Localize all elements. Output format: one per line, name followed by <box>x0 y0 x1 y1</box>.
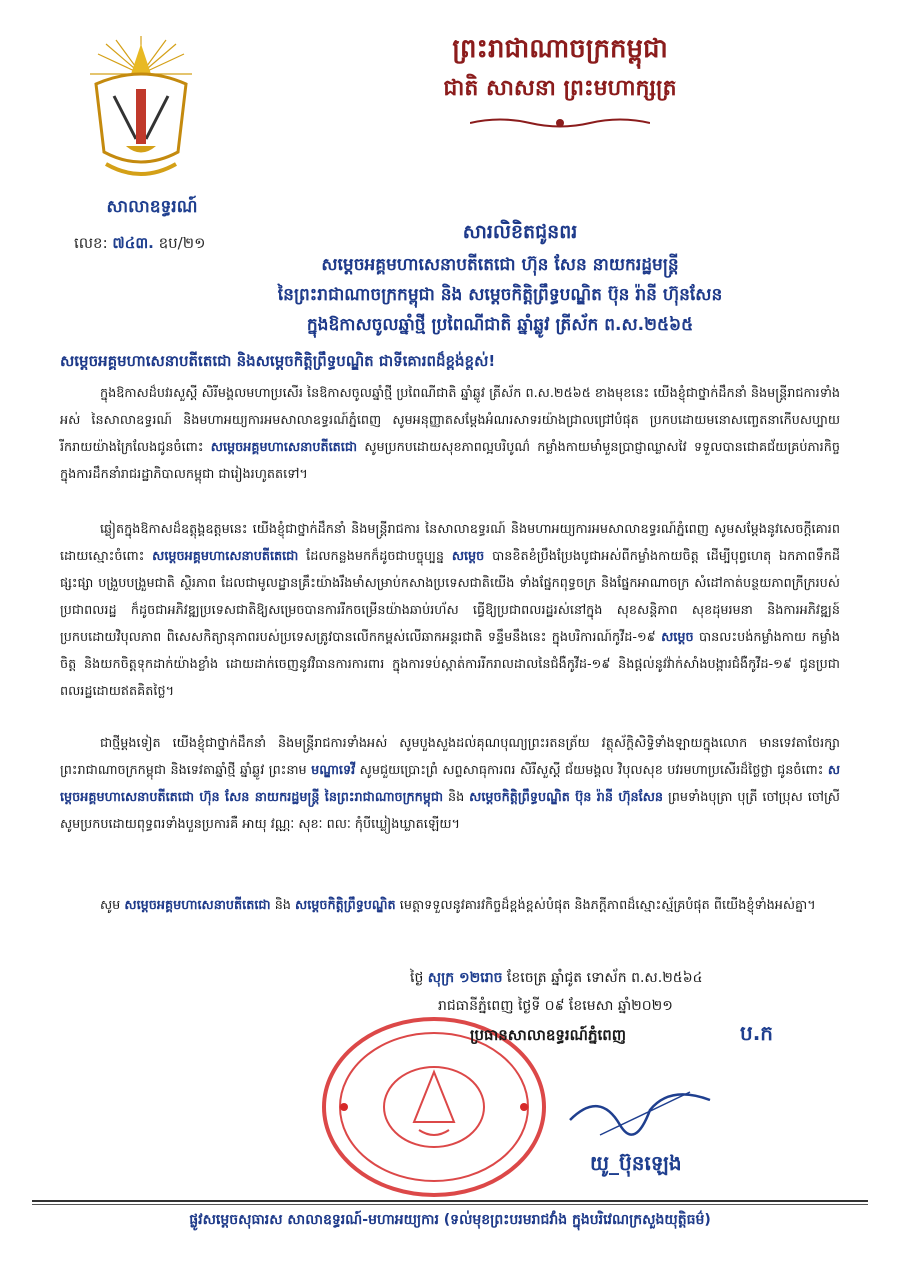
signatory-name: យូ_ប៊ុនឡេង <box>590 1151 682 1175</box>
court-name: សាលាឧទ្ធរណ៍ <box>106 197 198 217</box>
reference-value: ៧៤៣. <box>112 234 154 252</box>
paragraph-4 <box>60 892 840 919</box>
paragraph-2-text-c: បានខិតខំប្រឹងប្រែងបូជាអស់ពីកម្លាំងកាយចិត្ត ដើម្បីបុព្វហេតុ ឯកភាពទឹកដី ផ្សះផ្សា បង្រួបបង្រួមជាតិ ស្ថិរភាព ដែលជាមូលដ្ឋានគ្រឹះយ៉ាងរឹងមាំសម្រាប់កសាងប្រទេសជាតិយើង ទាំងផ្នែកពុទ្ធចក្រ និងផ្នែកអាណាចក្រ សំដៅកាត់បន្ថយភាពក្រីក្ររបស់ប្រជាពលរដ្ឋ ក៏ដូចជាអភិវឌ្ឍប្រទេសជាតិឱ្យសម្រេចបានការរីកចម្រើនយ៉ាងឆាប់រហ័ស ធ្វើឱ្យប្រជាពលរដ្ឋរស់នៅក្នុង សុខសន្តិភាព សុខដុមរមនា និងការអភិវឌ្ឍន៍ ប្រកបដោយវិបុលភាព ពិសេសកិត្យានុភាពរបស់ប្រទេសត្រូវបានលើកកម្ពស់លើឆាកអន្តរជាតិ ទន្ទឹមនឹងនេះ ក្នុងបរិការណ៍កូវីដ-១៩ <box>60 549 840 645</box>
title-line-2: នៃព្រះរាជាណាចក្រកម្ពុជា និង សម្តេចកិត្តិព្រឹទ្ធបណ្ឌិត ប៊ុន រ៉ានី ហ៊ុនសែន <box>277 285 723 305</box>
paragraph-2-text-b: ដែលកន្លងមកក៏ដូចជាបច្ចុប្បន្ន <box>306 549 445 564</box>
paragraph-2-text-a: ឆ្លៀតក្នុងឱកាសដ៏ឧត្តុង្គឧត្តមនេះ យើងខ្ញុំជាថ្នាក់ដឹកនាំ និងមន្ត្រីរាជការ នៃសាលាឧទ្ធរណ៍ និងមហាអយ្យការអមសាលាឧទ្ធរណ៍ភ្នំពេញ សូមសម្តែងនូវសេចក្តីគោរពដោយស្មោះចំពោះ <box>60 522 840 564</box>
paragraph-4-honorific-1: សម្តេចអគ្គមហាសេនាបតីតេជោ <box>124 898 271 913</box>
paragraph-2 <box>60 516 840 705</box>
reference-number <box>74 234 205 256</box>
paragraph-3-text-a: ជាថ្មីម្តងទៀត យើងខ្ញុំជាថ្នាក់ដឹកនាំ និងមន្ត្រីរាជការទាំងអស់ សូមបួងសួងដល់គុណបុណ្យព្រះរតនត្រ័យ វត្ថុស័ក្តិសិទ្ធិទាំងឡាយក្នុងលោក មានទេវតាថែរក្សាព្រះរាជាណាចក្រកម្ពុជា និងទេវតាឆ្នាំថ្មី ឆ្នាំឆ្លូវ ព្រះនាម <box>60 736 840 778</box>
paragraph-4-honorific-2: សម្តេចកិត្តិព្រឹទ្ធបណ្ឌិត <box>295 898 396 913</box>
footer-divider-thin <box>32 1204 868 1205</box>
title-line-1: សម្តេចអគ្គមហាសេនាបតីតេជោ ហ៊ុន សែន នាយករដ្ឋមន្ត្រី <box>321 255 679 275</box>
paragraph-1-text-b: សូមប្រកបដោយសុខភាពល្អបរិបូណ៌ កម្លាំងកាយមាំមួនប្រាជ្ញាឈ្លាសវៃ ទទួលបានជោគជ័យគ្រប់ភារកិច្ច ក្នុងការដឹកនាំរាជរដ្ឋាភិបាលកម្ពុជា ជារៀងរហូតតទៅ។ <box>60 440 840 482</box>
signatory-title: ប្រធានសាលាឧទ្ធរណ៍ភ្នំពេញ <box>470 1026 627 1044</box>
paragraph-4-text-b: មេត្តាទទួលនូវគារវកិច្ចដ៏ខ្ពង់ខ្ពស់បំផុត និងភក្តីភាពដ៏ស្មោះស្ម័គ្រ​បំផុត ពីយើងខ្ញុំទាំងអស់គ្នា។ <box>399 898 816 913</box>
paragraph-1-honorific: សម្តេចអគ្គមហាសេនាបតីតេជោ <box>210 440 358 455</box>
reference-label: លេខ: <box>74 234 108 252</box>
date-lunar-handwritten: សុក្រ ១២រោច <box>427 970 503 986</box>
paragraph-1-text-a: ក្នុងឱកាសដ៏បវរសួស្តី សិរីមង្គលមហាប្រសើរ នៃឱកាសចូលឆ្នាំថ្មី ប្រពៃណីជាតិ ឆ្នាំឆ្លូវ ត្រីស័ក ព.ស.២៥៦៥ ខាងមុខនេះ យើងខ្ញុំជាថ្នាក់ដឹកនាំ និងមន្ត្រីរាជការទាំងអស់ នៃសាលាឧទ្ធរណ៍ និងមហាអយ្យការអមសាលាឧទ្ធរណ៍ភ្នំពេញ សូមអនុញ្ញាតសម្តែងអំណរសាទរយ៉ាងជ្រាលជ្រៅបំផុត ប្រកបដោយមនោសញ្ចេតនាកើបសប្បាយរីករាយយ៉ាងក្រៃលែងជូនចំពោះ <box>60 386 840 455</box>
paragraph-1 <box>60 380 840 488</box>
kingdom-title: ព្រះរាជាណាចក្រកម្ពុជា <box>452 34 668 64</box>
date-lunar <box>410 968 703 989</box>
paragraph-3-text-b: សូមជួយប្រោះព្រំ សព្ទសាធុការពរ សិរីសួស្តី ជ័យមង្គល វិបុលសុខ បវរមហាប្រសើរដ៏ថ្លៃថ្លា ជូនចំពោះ <box>359 763 824 778</box>
paragraph-3-deity-name: មណ្ឌាទេវី <box>311 763 356 778</box>
date-solar: រាជធានីភ្នំពេញ ថ្ងៃទី ០៩ ខែមេសា ឆ្នាំ២០២១ <box>438 998 673 1014</box>
paragraph-3-honorific-1: សម្តេចអគ្គមហាសេនាបតីតេជោ ហ៊ុន សែន នាយករដ្ឋមន្ត្រី នៃព្រះរាជាណាចក្រកម្ពុជា <box>60 763 840 805</box>
date-lunar-rest: ខែចេត្រ ឆ្នាំជូត ទោស័ក ព.ស.២៥៦៤ <box>506 970 703 986</box>
salutation: សម្តេចអគ្គមហាសេនាបតីតេជោ និងសម្តេចកិត្តិព្រឹទ្ធបណ្ឌិត ជាទីគោរពដ៏ខ្ពង់ខ្ពស់! <box>60 352 496 370</box>
paragraph-4-text-a: សូម <box>100 898 121 913</box>
initials: ប.ក <box>740 1021 773 1045</box>
footer-address: ផ្លូវសម្តេចសុធារស សាលាឧទ្ធរណ៍-មហាអយ្យការ (ទល់មុខព្រះបរមរាជវាំង ក្នុងបរិវេណក្រសួងយុត្តិធម៌) <box>189 1212 711 1228</box>
paragraph-2-honorific-short: សម្តេច <box>451 549 485 564</box>
date-lunar-prefix: ថ្ងៃ <box>410 970 424 986</box>
footer-divider <box>32 1200 868 1202</box>
paragraph-3-text-c: ព្រមទាំងបុត្រា បុត្រី ចៅប្រុស ចៅស្រី សូមប្រកបដោយពុទ្ធពរទាំងបួនប្រការគឺ អាយុ វណ្ណៈ សុខៈ ពលៈ កុំបីឃ្លៀងឃ្លាតឡើយ។ <box>60 790 840 832</box>
paragraph-3 <box>60 730 840 838</box>
ornament-divider-icon <box>470 116 650 130</box>
paragraph-2-honorific-short-2: សម្តេច <box>661 630 694 645</box>
handwritten-signature-icon <box>560 1080 720 1150</box>
royal-emblem-icon <box>86 34 196 184</box>
title-line-3: ក្នុងឱកាសចូលឆ្នាំថ្មី ប្រពៃណីជាតិ ឆ្នាំឆ្លូវ ត្រីស័ក ព.ស.២៥៦៥ <box>306 315 694 335</box>
paragraph-3-honorific-2: សម្តេចកិត្តិព្រឹទ្ធបណ្ឌិត ប៊ុន រ៉ានី ហ៊ុនសែន <box>469 790 664 805</box>
reference-suffix: ឧប/២១ <box>158 234 206 252</box>
paragraph-4-conjunction: និង <box>274 898 291 913</box>
paragraph-2-text-d: បានលះបង់កម្លាំងកាយ កម្លាំងចិត្ត និងយកចិត្តទុកដាក់យ៉ាងខ្លាំង ដោយដាក់ចេញនូវវិធានការការពារ ក្នុងការទប់ស្កាត់ការរីករាលដាលនៃជំងឺកូវីដ-១៩ និងផ្តល់នូវវ៉ាក់សាំងបង្ការជំងឺកូវីដ-១៩ ជូនប្រជាពលរដ្ឋដោយឥតគិតថ្លៃ។ <box>60 630 840 699</box>
document-type: សារលិខិតជូនពរ <box>462 221 578 243</box>
kingdom-motto: ជាតិ សាសនា ព្រះមហាក្សត្រ <box>443 75 677 101</box>
paragraph-3-conjunction: និង <box>447 790 465 805</box>
paragraph-2-honorific: សម្តេចអគ្គមហាសេនាបតីតេជោ <box>152 549 299 564</box>
